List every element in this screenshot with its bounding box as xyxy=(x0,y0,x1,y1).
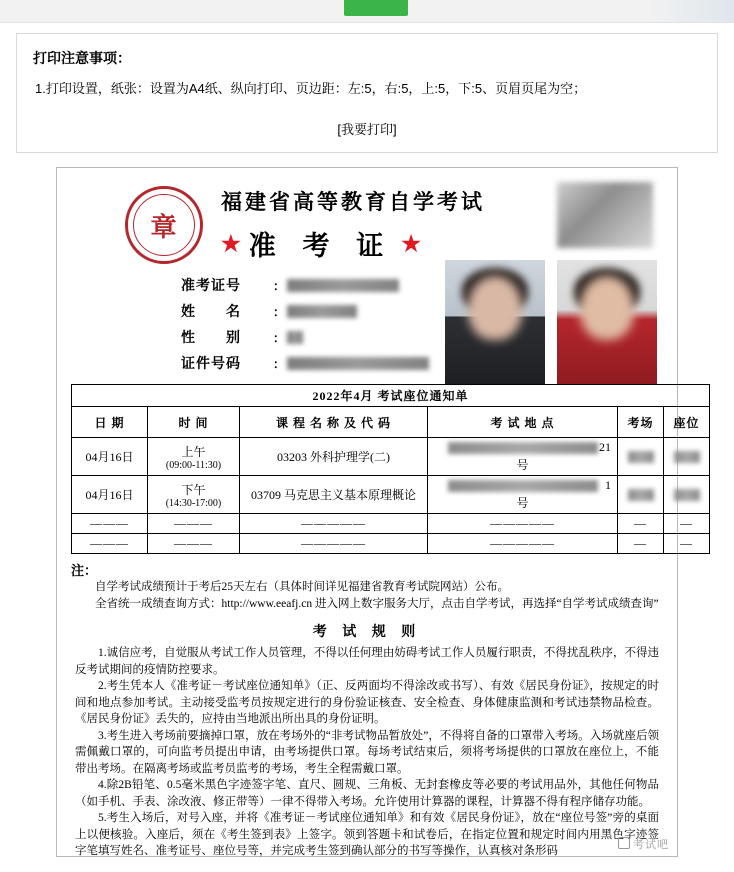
column-header-date: 日 期 xyxy=(72,407,148,438)
print-link-wrap xyxy=(33,119,701,138)
cell-time-main: 下午 xyxy=(181,482,206,497)
notes-line-2: 全省统一成绩查询方式：http://www.eeafj.cn 进入网上数字服务大厅，点击自学考试，再选择“自学考试成绩查询” xyxy=(95,598,659,610)
redacted-header-area xyxy=(557,182,653,248)
cell-room xyxy=(618,476,664,514)
table-row xyxy=(72,534,710,554)
print-notice-line-1: 1.打印设置，纸张：设置为A4纸、纵向打印、页边距：左:5，右:5，上:5，下:5、页眉页尾为空； xyxy=(35,81,587,96)
cell-room: — xyxy=(618,514,664,534)
cell-room: — xyxy=(618,534,664,554)
room-redacted xyxy=(628,489,654,501)
field-label: 姓 名 xyxy=(181,305,241,320)
field-label: 准考证号 xyxy=(181,279,241,294)
admission-ticket-sheet xyxy=(56,167,700,857)
field-id-number xyxy=(181,350,429,376)
watermark xyxy=(618,836,669,852)
cell-location-tail: 1 xyxy=(605,478,611,492)
table-caption-row xyxy=(72,385,710,407)
print-notice-title: 打印注意事项： xyxy=(33,50,131,66)
field-label: 性 别 xyxy=(181,331,241,346)
location-redacted xyxy=(448,442,598,454)
candidate-info-row xyxy=(71,268,663,384)
star-left-icon: ★ xyxy=(221,230,241,256)
rules-title: 考 试 规 则 xyxy=(312,625,422,640)
cell-location xyxy=(428,438,618,476)
field-label: 证件号码 xyxy=(181,357,241,372)
field-name xyxy=(181,298,429,324)
photo-face-blurred xyxy=(580,276,634,340)
cell-seat xyxy=(664,438,710,476)
table-header-row xyxy=(72,407,710,438)
seal-character: 章 xyxy=(150,212,178,242)
cell-time: ——— xyxy=(148,534,240,554)
rule-item: 1.诚信应考，自觉服从考试工作人员管理，不得以任何理由妨碍考试工作人员履行职责，不得扰乱秩序，不得违反考试期间的疫情防控要求。 xyxy=(75,647,659,676)
star-right-icon: ★ xyxy=(401,230,421,256)
table-row xyxy=(72,514,710,534)
field-value-redacted xyxy=(287,357,429,370)
seat-redacted xyxy=(674,451,700,463)
cell-location-text: 号 xyxy=(516,458,529,472)
column-header-seat: 座位 xyxy=(664,407,710,438)
cell-location-tail: 21 xyxy=(599,440,611,454)
column-header-location: 考 试 地 点 xyxy=(428,407,618,438)
field-colon: ： xyxy=(273,356,286,371)
candidate-photo-1 xyxy=(445,260,545,384)
cell-time: ——— xyxy=(148,514,240,534)
rule-item: 4.除2B铅笔、0.5毫米黑色字迹签字笔、直尺、圆规、三角板、无封套橡皮等必要的考试用品外，其他任何物品（如手机、手表、涂改液、修正带等）一律不得带入考场。允许使用计算器的课程，计算器不得有程序储存功能。 xyxy=(75,779,659,808)
table-row xyxy=(72,476,710,514)
cell-seat: — xyxy=(664,534,710,554)
notes-block xyxy=(71,560,663,613)
cell-location xyxy=(428,476,618,514)
candidate-fields xyxy=(181,272,429,376)
schedule-caption: 2022年4月 考试座位通知单 xyxy=(72,385,710,407)
seal-inner xyxy=(133,194,195,256)
column-header-time: 时 间 xyxy=(148,407,240,438)
cell-room xyxy=(618,438,664,476)
official-seal-icon xyxy=(125,186,203,264)
notes-line-1: 自学考试成绩预计于考后25天左右（具体时间详见福建省教育考试院网站）公布。 xyxy=(95,581,509,593)
cell-course: 03709 马克思主义基本原理概论 xyxy=(240,476,428,514)
watermark-icon xyxy=(618,837,630,849)
cell-course: 03203 外科护理学(二) xyxy=(240,438,428,476)
room-redacted xyxy=(628,451,654,463)
certificate-header xyxy=(71,180,663,266)
green-action-button[interactable] xyxy=(344,0,408,16)
field-value-redacted xyxy=(287,305,357,318)
cell-seat xyxy=(664,476,710,514)
browser-top-strip xyxy=(0,0,734,23)
notes-title: 注： xyxy=(71,563,98,578)
rule-item: 2.考生凭本人《准考证－考试座位通知单》（正、反两面均不得涂改或书写）、有效《居民身份证》，按规定的时间和地点参加考试。主动接受监考员按规定进行的身份验证核查、安全检查、身体健康监测和考试违禁物品检查。《居民身份证》丢失的，应持由当地派出所出具的身份证明。 xyxy=(75,680,659,725)
cell-time-main: 上午 xyxy=(181,444,206,459)
photo-face-blurred xyxy=(468,276,522,340)
table-row xyxy=(72,438,710,476)
cell-date: ——— xyxy=(72,514,148,534)
cell-time-sub: (14:30-17:00) xyxy=(165,497,222,509)
candidate-photos xyxy=(445,260,657,384)
print-notice-panel xyxy=(16,33,718,153)
document-title: 准 考 证 xyxy=(248,231,394,261)
print-button[interactable]: [我要打印] xyxy=(337,122,397,137)
cell-date: ——— xyxy=(72,534,148,554)
field-colon: ： xyxy=(273,304,286,319)
cell-date: 04月16日 xyxy=(72,476,148,514)
exam-schedule-table xyxy=(71,384,710,554)
cell-location: ————— xyxy=(428,534,618,554)
field-value-redacted xyxy=(287,331,303,344)
cell-seat: — xyxy=(664,514,710,534)
field-gender xyxy=(181,324,429,350)
column-header-course: 课 程 名 称 及 代 码 xyxy=(240,407,428,438)
candidate-photo-2 xyxy=(557,260,657,384)
cell-course: ————— xyxy=(240,534,428,554)
cell-location: ————— xyxy=(428,514,618,534)
field-value-redacted xyxy=(287,279,399,292)
seat-redacted xyxy=(674,489,700,501)
organization-title: 福建省高等教育自学考试 xyxy=(221,190,485,214)
location-redacted xyxy=(448,480,598,492)
cell-time-sub: (09:00-11:30) xyxy=(165,459,222,471)
field-colon: ： xyxy=(273,330,286,345)
browser-strip-right-fade xyxy=(644,0,734,22)
watermark-text: 考试吧 xyxy=(633,839,669,851)
column-header-room: 考场 xyxy=(618,407,664,438)
rule-item: 3.考生进入考场前要摘掉口罩，放在考场外的“非考试物品暂放处”，不得将自备的口罩带入考场。入场就座后领需佩戴口罩的，可向监考员提出申请，由考场提供口罩。每场考试结束后，须将考场提供的口罩放在座位上，不能带出考场。在隔离考场或监考员监考的考场，考生全程需戴口罩。 xyxy=(75,729,659,775)
rule-item: 5.考生入场后，对号入座，并将《准考证－考试座位通知单》和有效《居民身份证》，放在“座位号签”旁的桌面上以便核验。入座后，须在《考生签到表》上签字。领到答题卡和试卷后，在指定位置和规定时间内用黑色字迹签字笔填写姓名、准考证号、座位号等，并完成考生签到确认部分的书写等操作，认真核对条形码 xyxy=(75,812,659,857)
cell-time xyxy=(148,476,240,514)
cell-time xyxy=(148,438,240,476)
cell-location-text: 号 xyxy=(516,496,529,510)
field-exam-number xyxy=(181,272,429,298)
field-colon: ： xyxy=(273,278,286,293)
cell-course: ————— xyxy=(240,514,428,534)
cell-date: 04月16日 xyxy=(72,438,148,476)
